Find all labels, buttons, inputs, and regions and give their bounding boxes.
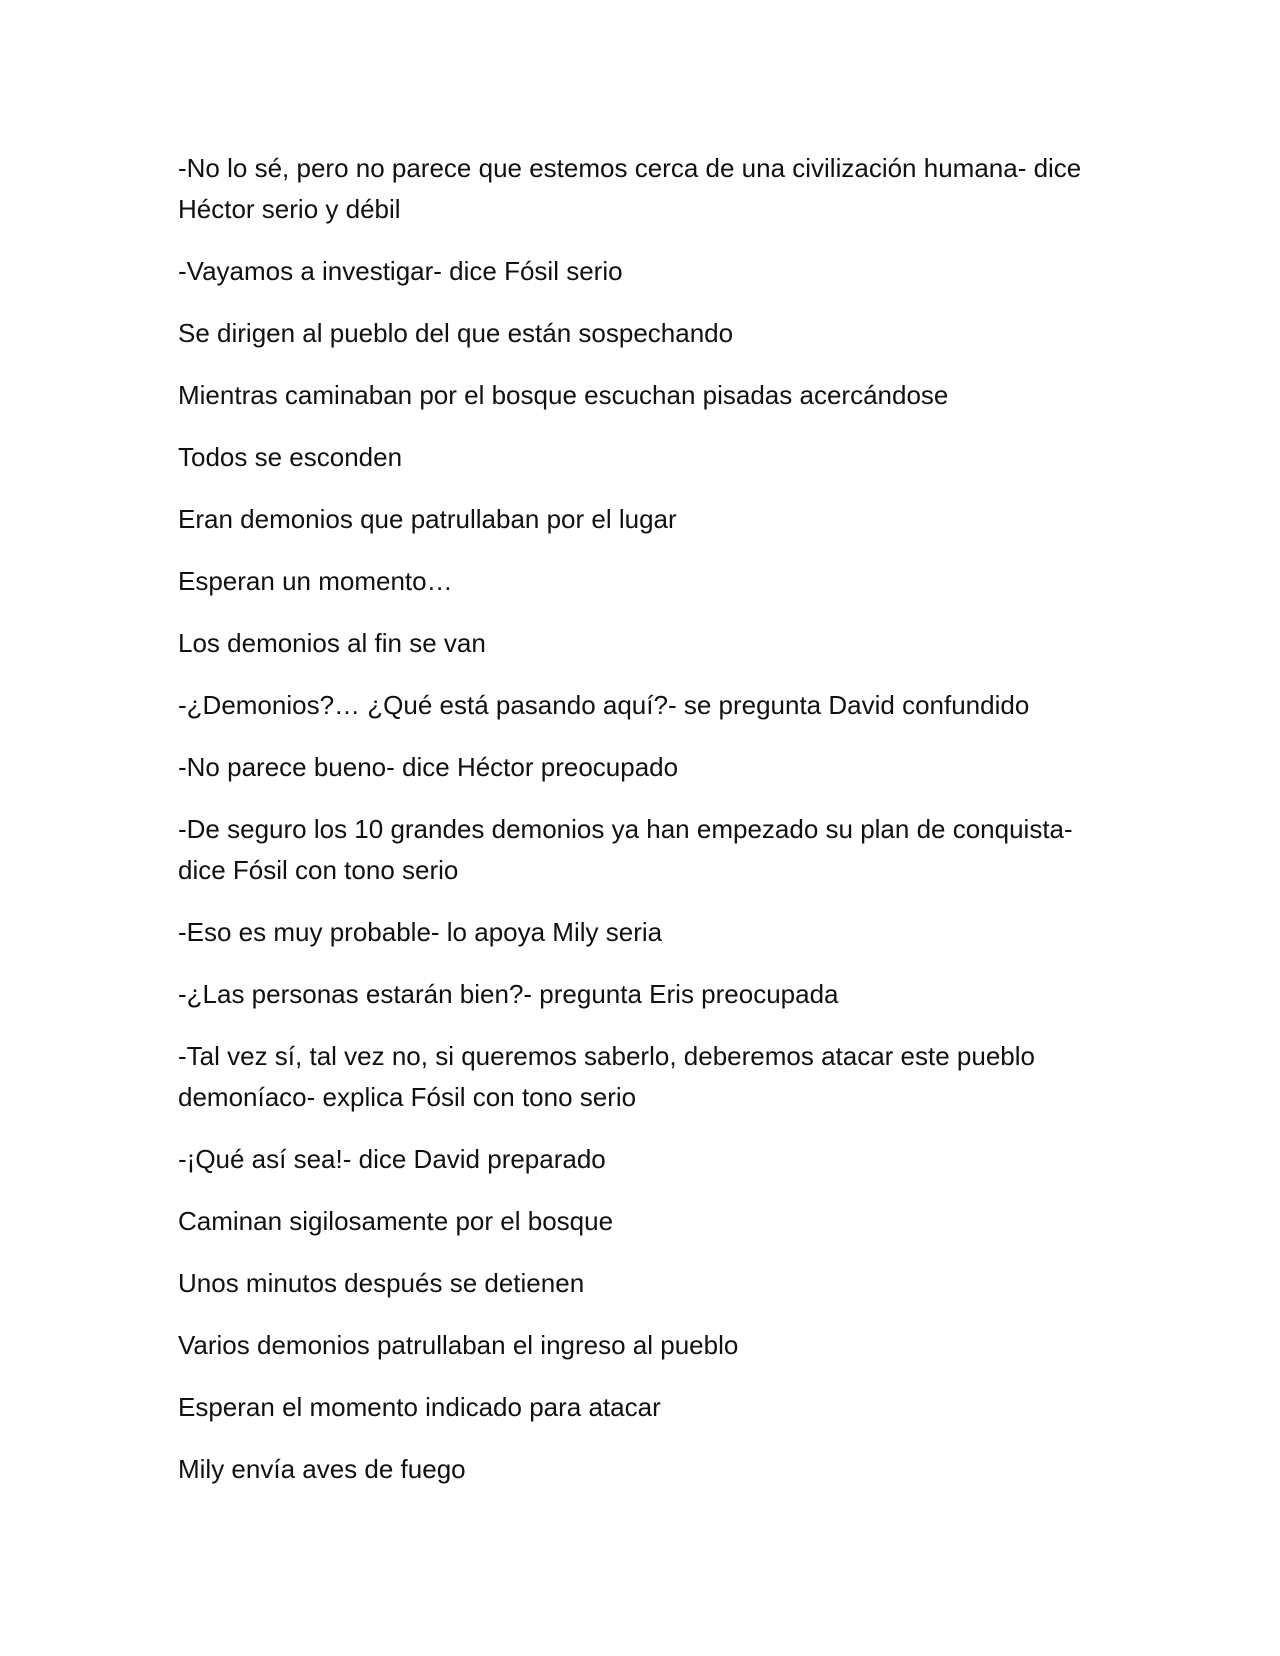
paragraph: -No parece bueno- dice Héctor preocupado (178, 752, 679, 782)
paragraph: -¿Demonios?… ¿Qué está pasando aquí?- se pregunta David confundido (178, 690, 1030, 720)
paragraph: Mientras caminaban por el bosque escuchan pisadas acercándose (178, 380, 949, 410)
paragraph: Eran demonios que patrullaban por el lugar (178, 504, 677, 534)
paragraph: -Eso es muy probable- lo apoya Mily seria (178, 917, 663, 947)
paragraph: -Vayamos a investigar- dice Fósil serio (178, 256, 623, 286)
paragraph: -¿Las personas estarán bien?- pregunta Eris preocupada (178, 979, 839, 1009)
paragraph: Los demonios al fin se van (178, 628, 486, 658)
paragraph: Mily envía aves de fuego (178, 1454, 466, 1484)
document-body (178, 148, 1108, 1511)
paragraph: -No lo sé, pero no parece que estemos cerca de una civilización humana- dice Héctor serio y débil (178, 153, 1082, 224)
paragraph: Todos se esconden (178, 442, 403, 472)
paragraph: -¡Qué así sea!- dice David preparado (178, 1144, 606, 1174)
paragraph: -De seguro los 10 grandes demonios ya han empezado su plan de conquista- dice Fósil con tono serio (178, 814, 1073, 885)
paragraph: Esperan el momento indicado para atacar (178, 1392, 661, 1422)
paragraph: Se dirigen al pueblo del que están sospechando (178, 318, 734, 348)
paragraph: Caminan sigilosamente por el bosque (178, 1206, 614, 1236)
paragraph: -Tal vez sí, tal vez no, si queremos saberlo, deberemos atacar este pueblo demoníaco- explica Fósil con tono serio (178, 1041, 1035, 1112)
paragraph: Unos minutos después se detienen (178, 1268, 585, 1298)
paragraph: Esperan un momento… (178, 566, 453, 596)
paragraph: Varios demonios patrullaban el ingreso al pueblo (178, 1330, 739, 1360)
